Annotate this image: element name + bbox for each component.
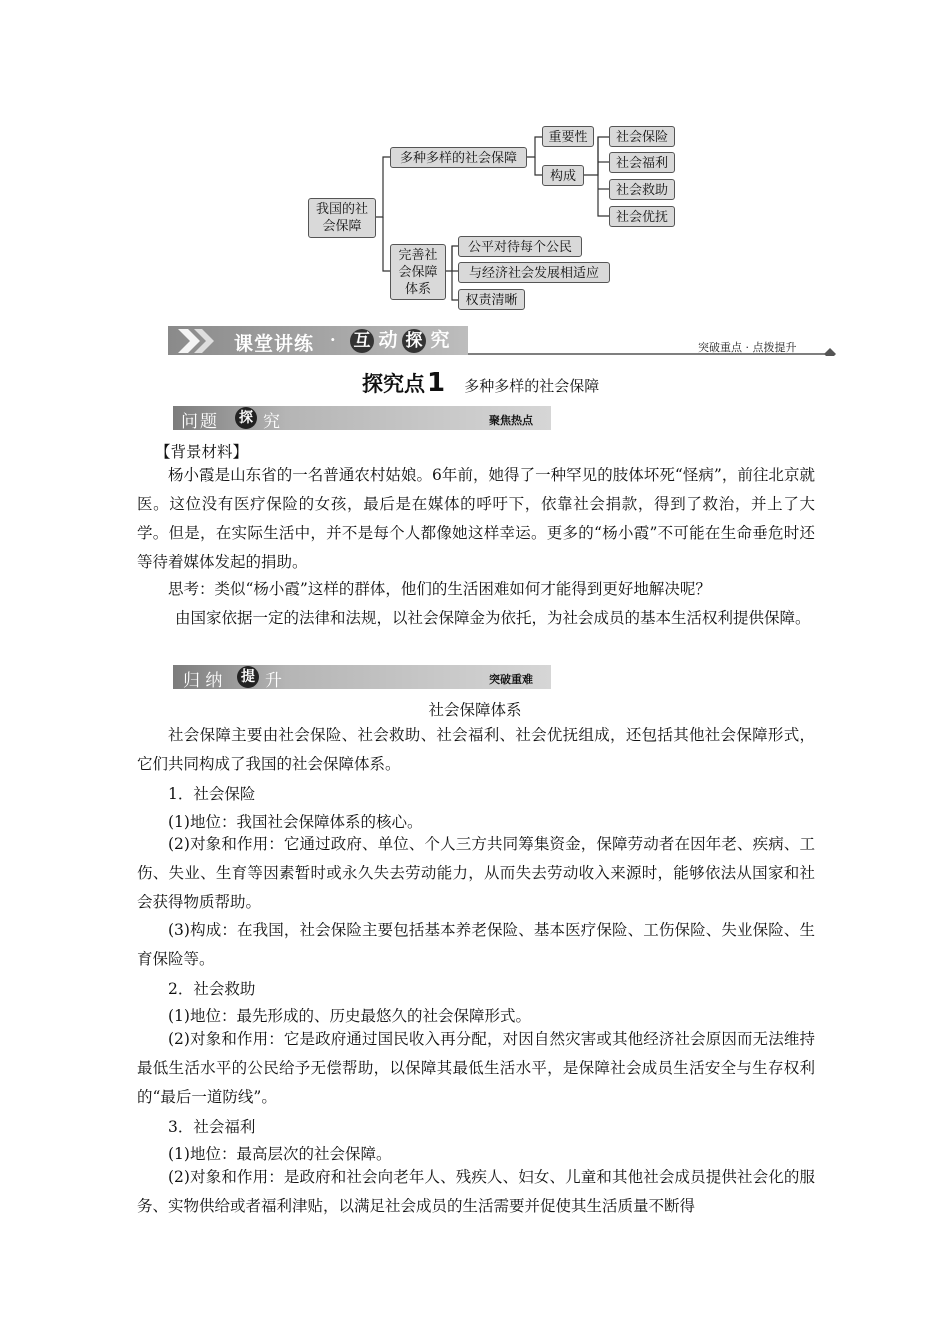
- material-text: 杨小霞是山东省的一名普通农村姑娘。6年前，她得了一种罕见的肢体坏死“怪病”，前往北京就医。这位没有医疗保险的女孩，最后是在媒体的呼吁下，依靠社会捐款，得到了救治，并上了大学。但是，在实际生活中，并不是每个人都像她这样幸运。更多的“杨小霞”不可能在生命垂危时还等待着媒体发起的捐助。: [137, 466, 815, 571]
- sub-banner-problem-circle: 探: [235, 407, 257, 429]
- sub-banner-problem-left-b: 究: [263, 412, 280, 432]
- sub-banner-summary-left-a: 归 纳: [183, 671, 223, 691]
- sub-banner-problem-left-a: 问题: [181, 412, 219, 432]
- s2-p1: (1)地位：最先形成的、历史最悠久的社会保障形式。: [168, 1007, 531, 1025]
- mindmap-leaf-fair: 公平对待每个公民: [458, 236, 582, 257]
- s1-p1: (1)地位：我国社会保障体系的核心。: [168, 813, 423, 831]
- section-banner-title-a: 课堂讲练: [234, 333, 315, 355]
- mindmap-branch1-node: 多种多样的社会保障: [390, 147, 527, 168]
- point-title-number: 1: [427, 368, 446, 398]
- section-banner-char-2: 动: [378, 329, 398, 351]
- section-banner-title-b: [350, 328, 452, 353]
- section-banner-char-1: 互: [350, 329, 374, 353]
- point-title-label: 探究点: [362, 372, 425, 396]
- point-title-text: 多种多样的社会保障: [464, 377, 600, 395]
- mindmap-composition-node: 构成: [542, 165, 584, 186]
- mindmap-leaf-social-assistance: 社会救助: [609, 179, 675, 200]
- s3-p1: (1)地位：最高层次的社会保障。: [168, 1145, 392, 1163]
- s1-heading: 1．社会保险: [168, 785, 256, 803]
- s2-heading: 2．社会救助: [168, 980, 256, 998]
- mindmap-leaf-rights: 权责清晰: [458, 289, 525, 310]
- s2-p2: (2)对象和作用：它是政府通过国民收入再分配，对因自然灾害或其他经济社会原因而无法维持最低生活水平的公民给予无偿帮助，以保障其最低生活水平，是保障社会成员生活安全与生存权利的“最后一道防线”。: [137, 1030, 815, 1106]
- sub-banner-problem: [173, 406, 551, 430]
- sub-banner-summary: [173, 665, 551, 689]
- mind-map: [0, 0, 950, 330]
- mindmap-leaf-social-welfare: 社会福利: [609, 152, 675, 173]
- mindmap-root-node: 我国的社会保障: [308, 198, 376, 238]
- sub-banner-summary-right: 突破重难: [489, 673, 533, 686]
- mindmap-importance-node: 重要性: [542, 126, 594, 147]
- mindmap-leaf-adapt: 与经济社会发展相适应: [458, 262, 610, 283]
- material-label: 【背景材料】: [155, 443, 249, 461]
- sub-banner-summary-circle: 提: [237, 666, 259, 688]
- think-text: 思考：类似“杨小霞”这样的群体，他们的生活困难如何才能得到更好地解决呢？: [168, 580, 711, 598]
- section-banner-char-3: 探: [402, 329, 426, 353]
- section-banner-right: 突破重点 · 点拨提升: [698, 341, 797, 354]
- mindmap-leaf-special-care: 社会优抚: [609, 206, 675, 227]
- system-title: 社会保障体系: [428, 701, 522, 719]
- section-banner-char-4: 究: [430, 329, 450, 351]
- s1-p2: (2)对象和作用：它通过政府、单位、个人三方共同筹集资金，保障劳动者在因年老、疾病、工伤、失业、生育等因素暂时或永久失去劳动能力，从而失去劳动收入来源时，能够依法从国家和社会获得物质帮助。: [137, 835, 815, 911]
- section-banner: [168, 326, 840, 356]
- answer-text: 由国家依据一定的法律和法规，以社会保障金为依托，为社会成员的基本生活权利提供保障。: [175, 609, 811, 627]
- s3-heading: 3．社会福利: [168, 1118, 256, 1136]
- mindmap-leaf-social-insurance: 社会保险: [609, 126, 675, 147]
- point-title: [362, 368, 599, 398]
- s1-p3: (3)构成：在我国，社会保险主要包括基本养老保险、基本医疗保险、工伤保险、失业保险、生育保险等。: [137, 921, 815, 968]
- sub-banner-problem-right: 聚焦热点: [489, 414, 533, 427]
- sub-banner-summary-left-b: 升: [265, 671, 282, 691]
- s3-p2: (2)对象和作用：是政府和社会向老年人、残疾人、妇女、儿童和其他社会成员提供社会化的服务、实物供给或者福利津贴，以满足社会成员的生活需要并促使其生活质量不断得: [137, 1168, 815, 1215]
- mindmap-branch2-node: 完善社会保障体系: [390, 244, 446, 300]
- section-banner-dot: ·: [330, 330, 336, 349]
- intro-paragraph: 社会保障主要由社会保险、社会救助、社会福利、社会优抚组成，还包括其他社会保障形式，它们共同构成了我国的社会保障体系。: [137, 726, 815, 773]
